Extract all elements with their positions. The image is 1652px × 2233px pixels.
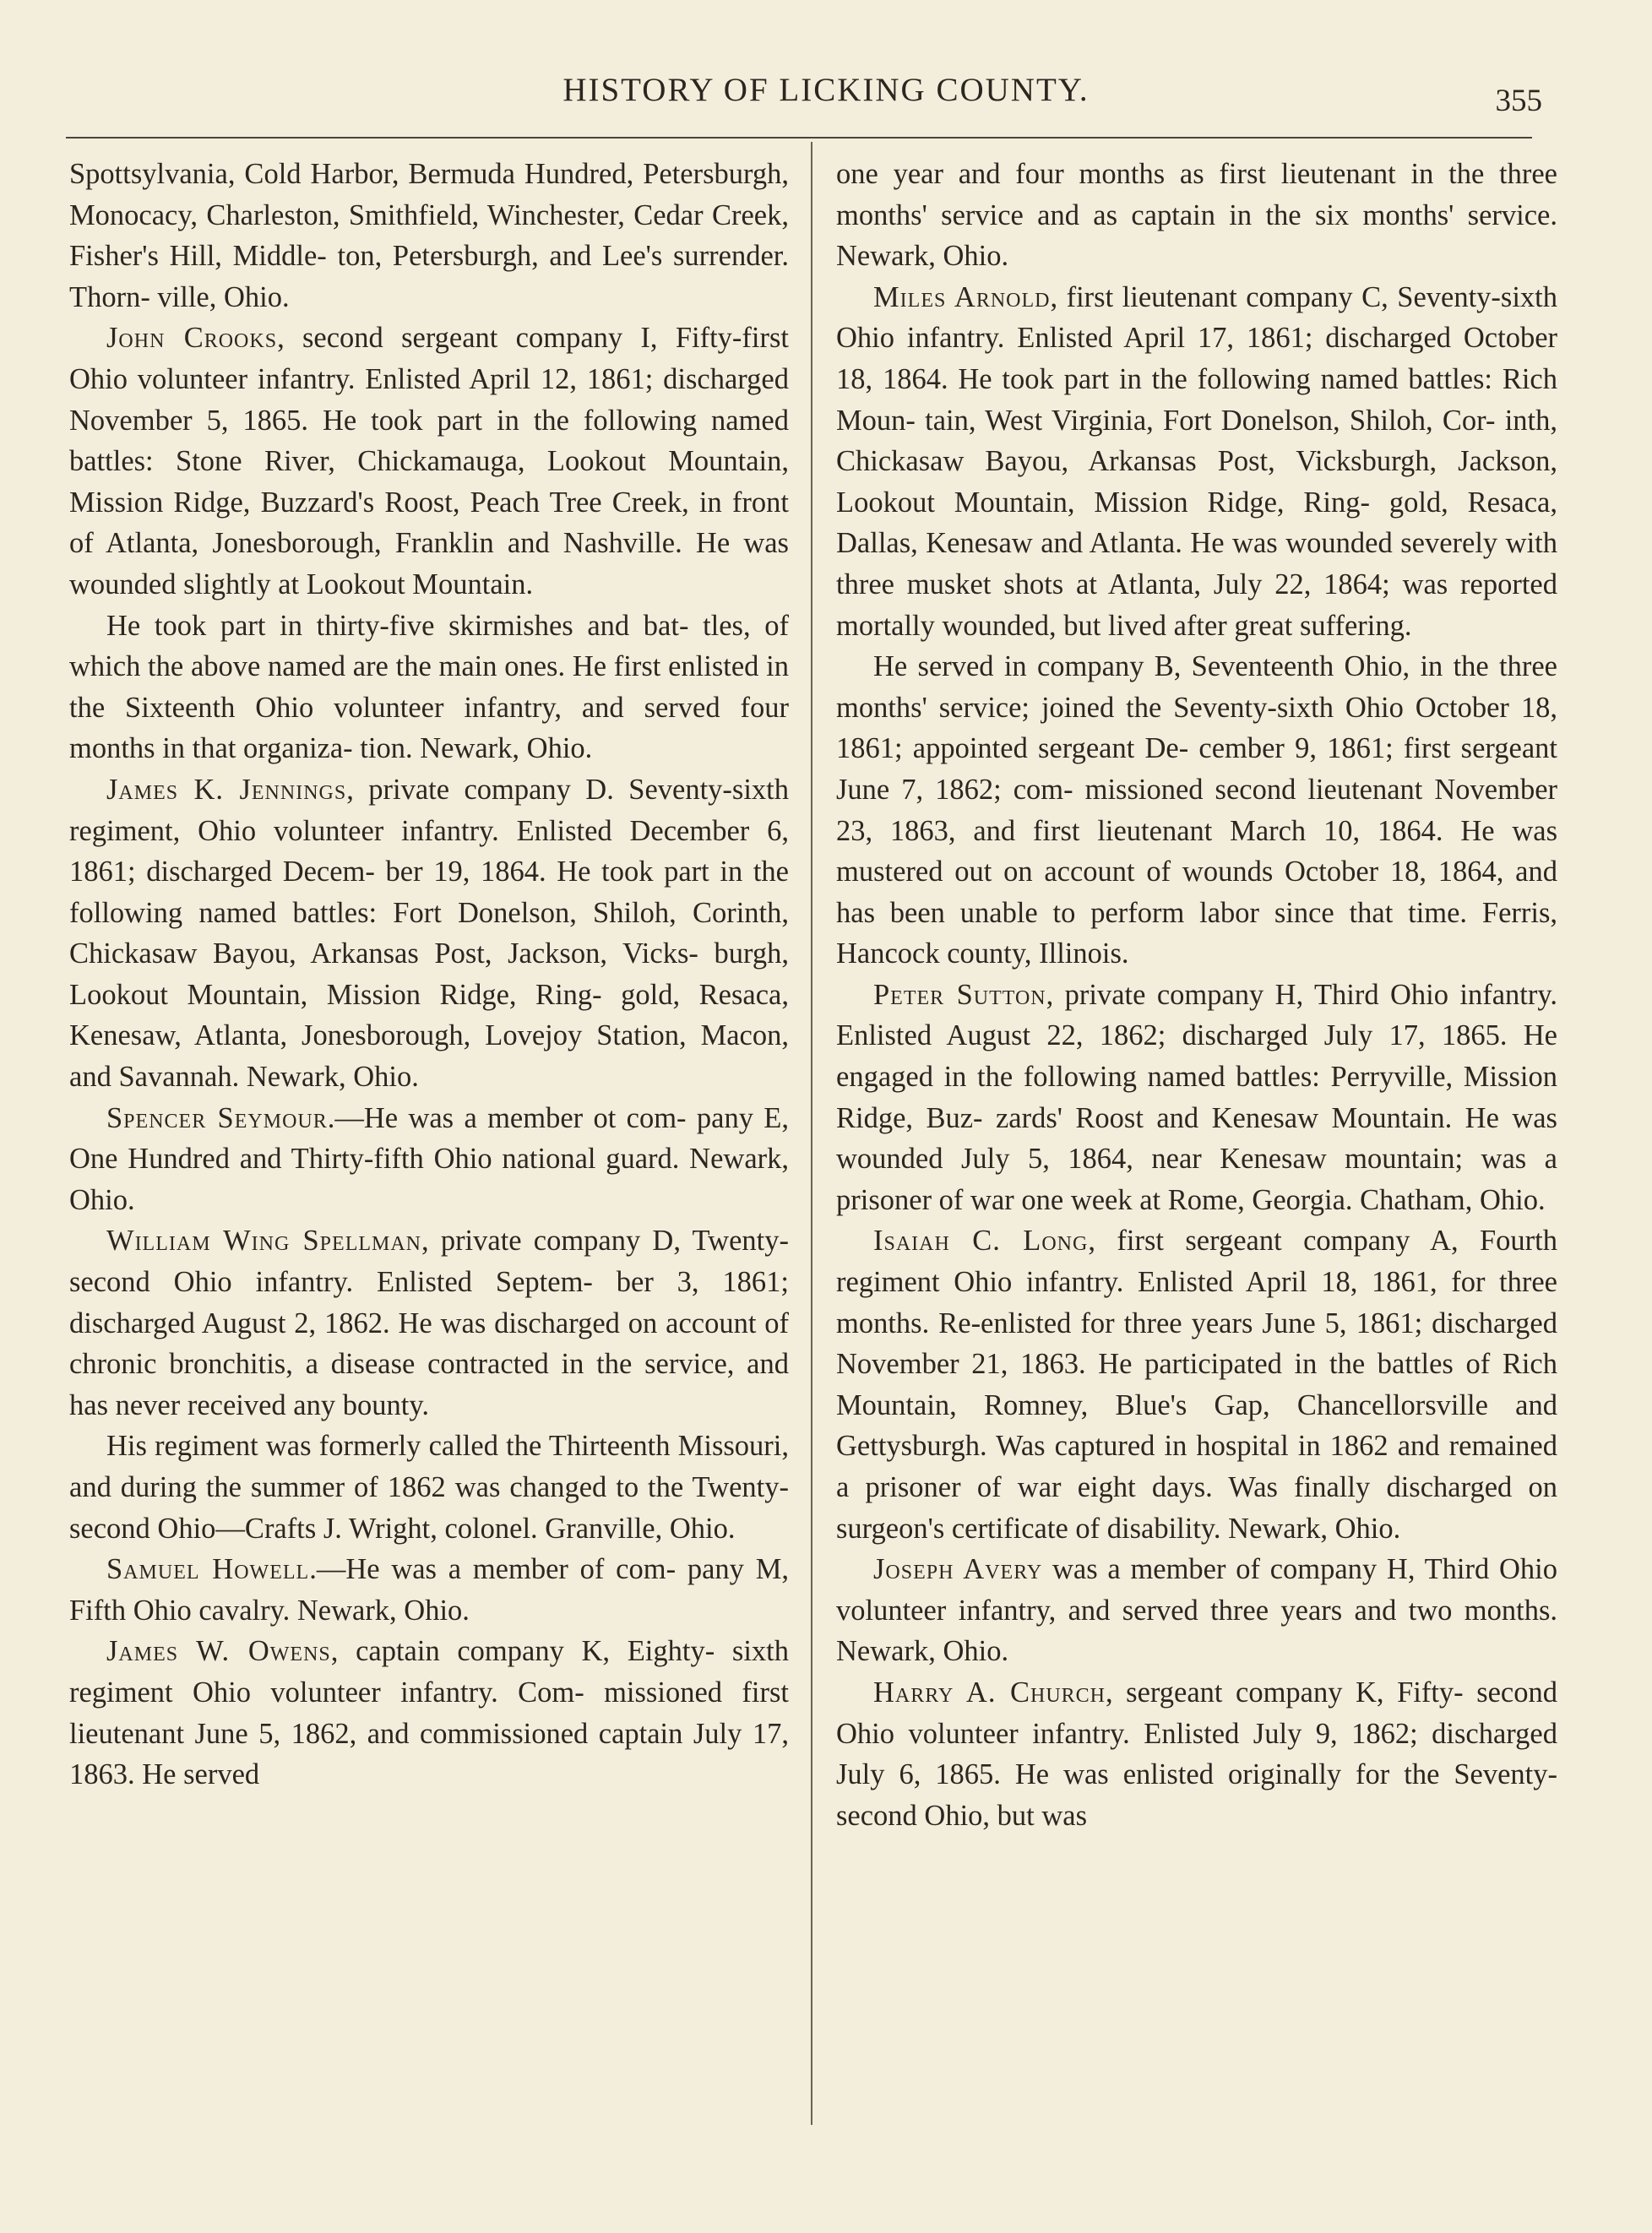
paragraph-text: was a member of company H, Third Ohio volunteer infantry, and served three years and two months. Newark, Ohio. (836, 1553, 1557, 1668)
page-header (0, 71, 1652, 122)
paragraph (69, 1631, 789, 1795)
right-column (836, 154, 1557, 1836)
paragraph (69, 769, 789, 1098)
paragraph-text: , first sergeant company A, Fourth regiment Ohio infantry. Enlisted April 18, 1861, for three months. Re-enlisted for three years June 5, 1861; discharged November 21, 1863. He participated in the battles of Rich Mountain, Romney, Blue's Gap, Chancellorsville and Gettysburgh. Was captured in hospital in 1862 and remained a prisoner of war eight days. Was finally discharged on surgeon's certificate of disability. Newark, Ohio. (836, 1225, 1557, 1545)
paragraph-text: , private company H, Third Ohio infantry. Enlisted August 22, 1862; discharged July 17, 1865. He engaged in the following named battles: Perryville, Mission Ridge, Buz- zards' Roost and Kenesaw Mountain. He was wounded July 5, 1864, near Kenesaw mountain; was a prisoner of war one week at Rome, Georgia. Chatham, Ohio. (836, 978, 1558, 1216)
paragraph (836, 1220, 1557, 1549)
paragraph (69, 1426, 789, 1549)
running-title: HISTORY OF LICKING COUNTY. (562, 72, 1090, 108)
paragraph (69, 1549, 789, 1631)
paragraph (69, 154, 789, 318)
paragraph-text: , captain company K, Eighty- sixth regiment Ohio volunteer infantry. Com- missioned first lieutenant June 5, 1862, and commissioned captain July 17, 1863. He served (69, 1635, 789, 1791)
paragraph-text: Spottsylvania, Cold Harbor, Bermuda Hundred, Petersburgh, Monocacy, Charleston, Smithfield, Winchester, Cedar Creek, Fisher's Hill, Middle- ton, Petersburgh, and Lee's surrender. Thorn- ville, Ohio. (69, 158, 789, 313)
paragraph (836, 1672, 1557, 1836)
paragraph (836, 154, 1557, 277)
paragraph (836, 277, 1557, 646)
paragraph-text: , second sergeant company I, Fifty-first Ohio volunteer infantry. Enlisted April 12, 1861; discharged November 5, 1865. He took part in the following named battles: Stone River, Chickamauga, Lookout Mountain, Mission Ridge, Buzzard's Roost, Peach Tree Creek, in front of Atlanta, Jonesborough, Franklin and Nashville. He was wounded slightly at Lookout Mountain. (69, 322, 789, 600)
paragraph-text: His regiment was formerly called the Thirteenth Missouri, and during the summer of 1862 was changed to the Twenty-second Ohio—Crafts J. Wright, colonel. Granville, Ohio. (69, 1430, 789, 1545)
person-name: Harry A. Church (873, 1676, 1106, 1709)
person-name: John Crooks (106, 322, 278, 355)
person-name: Isaiah C. Long (873, 1225, 1089, 1258)
paragraph-text: one year and four months as first lieutenant in the three months' service and as captain in the six months' service. Newark, Ohio. (836, 158, 1557, 273)
left-column (69, 154, 789, 1796)
person-name: Joseph Avery (873, 1553, 1043, 1586)
column-divider (811, 142, 812, 2125)
paragraph-text: .—He was a member of com- pany M, Fifth Ohio cavalry. Newark, Ohio. (69, 1553, 789, 1627)
paragraph (836, 1549, 1557, 1672)
paragraph (69, 606, 789, 769)
person-name: Miles Arnold (873, 280, 1051, 313)
person-name: Peter Sutton (873, 978, 1046, 1011)
header-rule (66, 137, 1532, 139)
person-name: William Wing Spellman (106, 1225, 422, 1258)
person-name: James K. Jennings (106, 773, 347, 806)
paragraph (836, 975, 1557, 1221)
paragraph (836, 646, 1557, 975)
paragraph-text: He served in company B, Seventeenth Ohio, in the three months' service; joined the Seventy-sixth Ohio October 18, 1861; appointed sergeant De- cember 9, 1861; first sergeant June 7, 1862; com- missioned second lieutenant November 23, 1863, and first lieutenant March 10, 1864. He was mustered out on account of wounds October 18, 1864, and has been unable to perform labor since that time. Ferris, Hancock county, Illinois. (836, 650, 1557, 970)
person-name: James W. Owens (106, 1635, 331, 1668)
paragraph-text: He took part in thirty-five skirmishes and bat- tles, of which the above named are the main ones. He first enlisted in the Sixteenth Ohio volunteer infantry, and served four months in that organiza- tion. Newark, Ohio. (69, 609, 789, 765)
paragraph (69, 1220, 789, 1426)
paragraph-text: , private company D, Twenty-second Ohio infantry. Enlisted Septem- ber 3, 1861; discharged August 2, 1862. He was discharged on account of chronic bronchitis, a disease contracted in the service, and has never received any bounty. (69, 1225, 789, 1421)
paragraph-text: .—He was a member ot com- pany E, One Hundred and Thirty-fifth Ohio national guard. Newark, Ohio. (69, 1101, 789, 1216)
paragraph-text: , private company D. Seventy-sixth regiment, Ohio volunteer infantry. Enlisted December 6, 1861; discharged Decem- ber 19, 1864. He took part in the following named battles: Fort Donelson, Shiloh, Corinth, Chickasaw Bayou, Arkansas Post, Jackson, Vicks- burgh, Lookout Mountain, Mission Ridge, Ring- gold, Resaca, Kenesaw, Atlanta, Jonesborough, Lovejoy Station, Macon, and Savannah. Newark, Ohio. (69, 773, 789, 1094)
person-name: Samuel Howell (106, 1553, 310, 1586)
paragraph (69, 1098, 789, 1221)
paragraph-text: , sergeant company K, Fifty- second Ohio volunteer infantry. Enlisted July 9, 1862; discharged July 6, 1865. He was enlisted originally for the Seventy-second Ohio, but was (836, 1676, 1557, 1832)
person-name: Spencer Seymour (106, 1101, 328, 1134)
paragraph-text: , first lieutenant company C, Seventy-sixth Ohio infantry. Enlisted April 17, 1861; discharged October 18, 1864. He took part in the following named battles: Rich Moun- tain, West Virginia, Fort Donelson, Shiloh, Cor- inth, Chickasaw Bayou, Arkansas Post, Vicksburgh, Jackson, Lookout Mountain, Mission Ridge, Ring- gold, Resaca, Dallas, Kenesaw and Atlanta. He was wounded severely with three musket shots at Atlanta, July 22, 1864; was reported mortally wounded, but lived after great suffering. (836, 280, 1557, 642)
page-number: 355 (1495, 84, 1542, 118)
paragraph (69, 318, 789, 605)
